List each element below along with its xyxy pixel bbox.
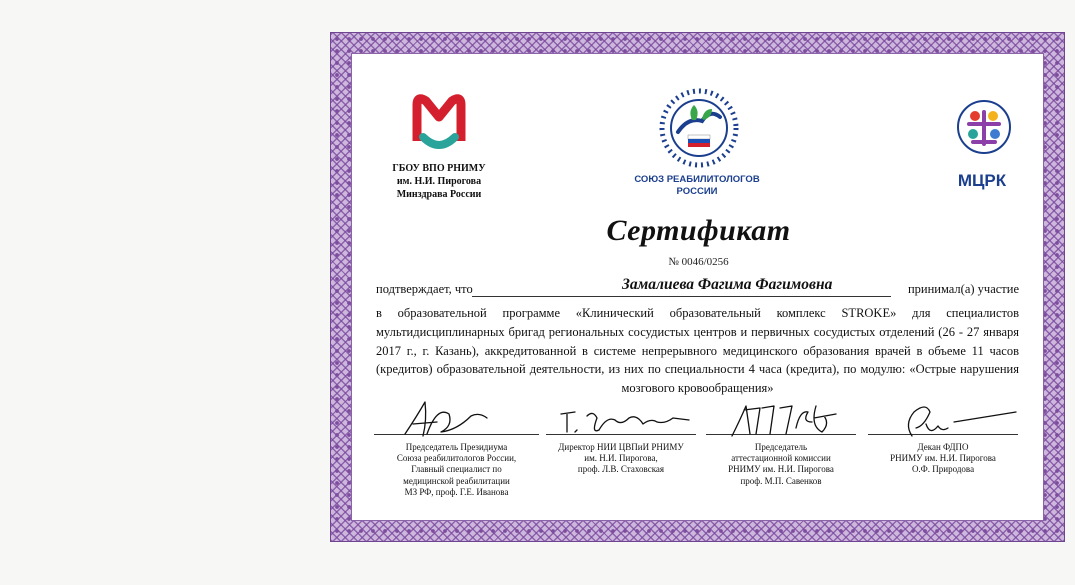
caption-line: Председатель Президиума [405, 442, 508, 452]
caption-line: Главный специалист по [411, 464, 502, 475]
caption-line: медицинской реабилитации [403, 475, 510, 486]
signature-caption [546, 442, 696, 476]
caption-line: РНИМУ им. Н.И. Пирогова [890, 453, 996, 464]
recipient-line [376, 276, 1019, 300]
participated-label: принимал(а) участие [907, 282, 1019, 296]
university-line: ГБОУ ВПО РНИМУ [392, 163, 486, 174]
confirms-label: подтверждает, что [376, 282, 473, 296]
caption-line: проф. М.П. Савенков [740, 475, 822, 486]
certificate-title: Сертификат [606, 214, 791, 247]
signature-caption [868, 442, 1018, 476]
rnimu-logo-icon [409, 91, 469, 153]
caption-line: Декан ФДПО [917, 442, 969, 452]
certificate-body: в образовательной программе «Клинический образовательный комплекс STROKE» для специалистов мультидисциплинарных бригад региональных сосудистых центров и первичных сосудистых отделений (26 - 27 января 2017 г., г. Казань), аккредитованной в системе непрерывного медицинского образования врачей в объеме 11 часов (кредитов) образовательной деятельности, из них по специальности 4 часа (кредита), по модулю: «Острые нарушения мозгового кровообращения» [376, 306, 1019, 396]
caption-line: О.Ф. Природова [911, 464, 975, 475]
caption-line: проф. Л.В. Стаховская [577, 464, 665, 475]
signature-caption [374, 442, 539, 498]
university-name [374, 162, 504, 201]
union-emblem-icon [658, 87, 740, 169]
name-underline [472, 276, 891, 297]
mcrk-name: МЦРК [957, 171, 1007, 190]
caption-line: аттестационной комиссии [731, 453, 831, 464]
signature-stakhovskaya-icon [557, 396, 697, 440]
caption-line: РНИМУ им. Н.И. Пирогова [728, 464, 834, 475]
university-line: Минздрава России [396, 189, 482, 200]
union-line: РОССИИ [676, 186, 718, 197]
signature-savenkov-icon [726, 396, 846, 440]
caption-line: МЗ РФ, проф. Г.Е. Иванова [404, 486, 509, 497]
signature-ivanova-icon [397, 396, 507, 440]
union-line: СОЮЗ РЕАБИЛИТОЛОГОВ [634, 174, 760, 185]
certificate [330, 32, 1065, 542]
mcrk-logo-icon [955, 98, 1013, 156]
signature-prirodova-icon [892, 396, 1022, 440]
certificate-number: № 0046/0256 [668, 256, 729, 268]
signature-caption [706, 442, 856, 487]
certificate-inner [351, 53, 1044, 521]
caption-line: Директор НИИ ЦВПиИ РНИМУ [558, 442, 684, 452]
caption-line: Союза реабилитологов России, [396, 453, 517, 464]
recipient-name: Замалиева Фагима Фагимовна [622, 276, 833, 293]
caption-line: им. Н.И. Пирогова, [584, 453, 658, 464]
caption-line: Председатель [754, 442, 808, 452]
university-line: им. Н.И. Пирогова [396, 176, 482, 187]
union-name [617, 174, 777, 198]
